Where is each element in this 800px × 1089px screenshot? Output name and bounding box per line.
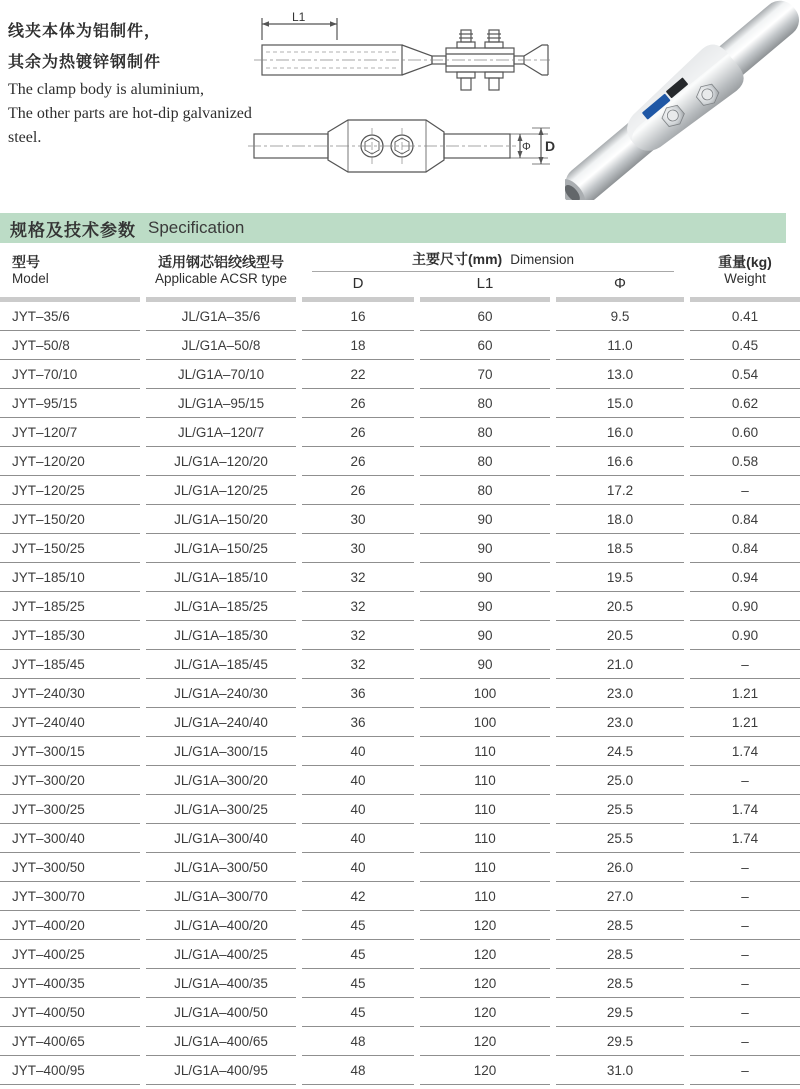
section-title-cn: 规格及技术参数 — [10, 220, 136, 240]
cell-d: 42 — [302, 882, 414, 911]
cell-l1: 120 — [420, 911, 550, 940]
cell-weight: – — [690, 1027, 800, 1056]
cell-acsr: JL/G1A–150/20 — [146, 505, 296, 534]
cell-acsr: JL/G1A–95/15 — [146, 389, 296, 418]
cell-weight: – — [690, 1056, 800, 1085]
cell-d: 36 — [302, 708, 414, 737]
cell-acsr: JL/G1A–240/40 — [146, 708, 296, 737]
table-row — [0, 911, 800, 940]
cell-phi: 11.0 — [556, 331, 684, 360]
cell-phi: 28.5 — [556, 969, 684, 998]
cell-phi: 29.5 — [556, 1027, 684, 1056]
table-row — [0, 447, 800, 476]
cell-weight: 0.41 — [690, 302, 800, 331]
cell-acsr: JL/G1A–400/50 — [146, 998, 296, 1027]
cell-l1: 110 — [420, 824, 550, 853]
cell-d: 32 — [302, 592, 414, 621]
cell-model: JYT–185/45 — [0, 650, 140, 679]
table-row — [0, 1027, 800, 1056]
cell-l1: 80 — [420, 389, 550, 418]
clamp-top-view-drawing — [248, 108, 568, 200]
cell-model: JYT–400/25 — [0, 940, 140, 969]
cell-phi: 18.0 — [556, 505, 684, 534]
cell-acsr: JL/G1A–120/7 — [146, 418, 296, 447]
cell-acsr: JL/G1A–150/25 — [146, 534, 296, 563]
header-dimension-group — [312, 245, 674, 272]
cell-acsr: JL/G1A–300/15 — [146, 737, 296, 766]
cell-model: JYT–70/10 — [0, 360, 140, 389]
cell-weight: – — [690, 911, 800, 940]
cell-phi: 15.0 — [556, 389, 684, 418]
cell-l1: 80 — [420, 476, 550, 505]
cell-phi: 27.0 — [556, 882, 684, 911]
cell-weight: – — [690, 969, 800, 998]
cell-d: 26 — [302, 389, 414, 418]
table-row — [0, 592, 800, 621]
clamp-side-view-drawing — [252, 12, 552, 112]
table-row — [0, 418, 800, 447]
cell-l1: 90 — [420, 592, 550, 621]
cell-weight: – — [690, 998, 800, 1027]
table-row — [0, 853, 800, 882]
cell-model: JYT–185/30 — [0, 621, 140, 650]
cell-phi: 28.5 — [556, 911, 684, 940]
cell-l1: 90 — [420, 534, 550, 563]
cell-d: 26 — [302, 418, 414, 447]
cell-l1: 120 — [420, 940, 550, 969]
cell-phi: 20.5 — [556, 592, 684, 621]
cell-model: JYT–50/8 — [0, 331, 140, 360]
header-model-cn: 型号 — [12, 253, 40, 270]
material-note-en-1: The clamp body is aluminium, — [8, 81, 204, 98]
cell-acsr: JL/G1A–120/20 — [146, 447, 296, 476]
material-note — [8, 16, 278, 150]
cell-phi: 28.5 — [556, 940, 684, 969]
cell-model: JYT–400/20 — [0, 911, 140, 940]
table-row — [0, 621, 800, 650]
cell-model: JYT–120/7 — [0, 418, 140, 447]
header-acsr — [146, 245, 296, 295]
cell-model: JYT–95/15 — [0, 389, 140, 418]
cell-model: JYT–150/20 — [0, 505, 140, 534]
table-rows — [0, 302, 800, 1085]
cell-phi: 25.5 — [556, 795, 684, 824]
header-acsr-cn: 适用钢芯铝绞线型号 — [158, 253, 284, 270]
cell-l1: 90 — [420, 563, 550, 592]
cell-weight: 0.84 — [690, 505, 800, 534]
cell-model: JYT–400/35 — [0, 969, 140, 998]
cell-phi: 17.2 — [556, 476, 684, 505]
cell-weight: 0.94 — [690, 563, 800, 592]
table-row — [0, 302, 800, 331]
table-row — [0, 389, 800, 418]
cell-phi: 20.5 — [556, 621, 684, 650]
cell-l1: 120 — [420, 998, 550, 1027]
cell-model: JYT–300/70 — [0, 882, 140, 911]
header-col-phi: Φ — [614, 275, 626, 292]
cell-d: 40 — [302, 824, 414, 853]
table-row — [0, 505, 800, 534]
cell-acsr: JL/G1A–400/20 — [146, 911, 296, 940]
cell-phi: 29.5 — [556, 998, 684, 1027]
cell-acsr: JL/G1A–240/30 — [146, 679, 296, 708]
cell-model: JYT–120/25 — [0, 476, 140, 505]
cell-d: 32 — [302, 650, 414, 679]
cell-acsr: JL/G1A–300/40 — [146, 824, 296, 853]
cell-d: 32 — [302, 621, 414, 650]
table-row — [0, 331, 800, 360]
header-acsr-en: Applicable ACSR type — [154, 270, 288, 286]
cell-phi: 21.0 — [556, 650, 684, 679]
cell-model: JYT–35/6 — [0, 302, 140, 331]
cell-l1: 100 — [420, 708, 550, 737]
cell-model: JYT–240/30 — [0, 679, 140, 708]
cell-d: 40 — [302, 737, 414, 766]
table-row — [0, 534, 800, 563]
cell-l1: 60 — [420, 331, 550, 360]
cell-phi: 16.6 — [556, 447, 684, 476]
header-dimension-cn: 主要尺寸(mm) — [411, 251, 503, 267]
cell-weight: – — [690, 650, 800, 679]
cell-model: JYT–300/40 — [0, 824, 140, 853]
header-weight — [690, 245, 800, 295]
cell-acsr: JL/G1A–120/25 — [146, 476, 296, 505]
dim-label-phi: Φ — [522, 141, 531, 153]
cell-d: 26 — [302, 447, 414, 476]
table-row — [0, 824, 800, 853]
header-col-l1: L1 — [476, 275, 494, 292]
cell-l1: 110 — [420, 853, 550, 882]
cell-d: 48 — [302, 1027, 414, 1056]
cell-model: JYT–300/50 — [0, 853, 140, 882]
cell-d: 16 — [302, 302, 414, 331]
cell-l1: 60 — [420, 302, 550, 331]
cell-acsr: JL/G1A–400/35 — [146, 969, 296, 998]
cell-weight: – — [690, 476, 800, 505]
cell-acsr: JL/G1A–35/6 — [146, 302, 296, 331]
cell-l1: 90 — [420, 621, 550, 650]
cell-acsr: JL/G1A–300/70 — [146, 882, 296, 911]
cell-model: JYT–185/25 — [0, 592, 140, 621]
table-row — [0, 969, 800, 998]
cell-d: 30 — [302, 505, 414, 534]
cell-d: 30 — [302, 534, 414, 563]
cell-l1: 80 — [420, 447, 550, 476]
table-row — [0, 360, 800, 389]
table-row — [0, 708, 800, 737]
cell-weight: 1.21 — [690, 708, 800, 737]
cell-l1: 80 — [420, 418, 550, 447]
cell-d: 45 — [302, 969, 414, 998]
header-dimension-en: Dimension — [510, 252, 574, 267]
table-row — [0, 476, 800, 505]
cell-weight: 1.21 — [690, 679, 800, 708]
cell-l1: 120 — [420, 1056, 550, 1085]
cell-d: 40 — [302, 766, 414, 795]
table-row — [0, 940, 800, 969]
dim-label-l1: L1 — [292, 12, 306, 24]
cell-d: 40 — [302, 795, 414, 824]
cell-weight: 0.90 — [690, 621, 800, 650]
cell-weight: – — [690, 853, 800, 882]
cell-phi: 9.5 — [556, 302, 684, 331]
cell-weight: 0.62 — [690, 389, 800, 418]
cell-phi: 18.5 — [556, 534, 684, 563]
cell-d: 45 — [302, 940, 414, 969]
cell-acsr: JL/G1A–400/25 — [146, 940, 296, 969]
cell-l1: 90 — [420, 505, 550, 534]
spec-table — [0, 245, 800, 1085]
header-model — [0, 245, 140, 295]
material-note-cn-2: 其余为热镀锌钢制件 — [8, 54, 162, 71]
cell-weight: – — [690, 940, 800, 969]
cell-phi: 19.5 — [556, 563, 684, 592]
cell-d: 45 — [302, 911, 414, 940]
table-row — [0, 795, 800, 824]
cell-model: JYT–400/65 — [0, 1027, 140, 1056]
cell-l1: 120 — [420, 1027, 550, 1056]
header-col-d: D — [352, 275, 364, 292]
cell-model: JYT–120/20 — [0, 447, 140, 476]
cell-phi: 25.5 — [556, 824, 684, 853]
cell-weight: – — [690, 882, 800, 911]
cell-l1: 110 — [420, 882, 550, 911]
cell-acsr: JL/G1A–50/8 — [146, 331, 296, 360]
header-model-en: Model — [12, 270, 49, 286]
header-weight-cn: 重量(kg) — [718, 253, 772, 270]
cell-weight: 0.60 — [690, 418, 800, 447]
cell-model: JYT–240/40 — [0, 708, 140, 737]
cell-l1: 110 — [420, 737, 550, 766]
cell-phi: 23.0 — [556, 708, 684, 737]
product-photo — [565, 0, 800, 200]
cell-phi: 25.0 — [556, 766, 684, 795]
cell-l1: 100 — [420, 679, 550, 708]
cell-phi: 31.0 — [556, 1056, 684, 1085]
cell-d: 26 — [302, 476, 414, 505]
cell-weight: 0.84 — [690, 534, 800, 563]
cell-d: 48 — [302, 1056, 414, 1085]
cell-acsr: JL/G1A–300/50 — [146, 853, 296, 882]
section-header — [0, 213, 786, 243]
cell-d: 18 — [302, 331, 414, 360]
cell-weight: 1.74 — [690, 737, 800, 766]
cell-d: 32 — [302, 563, 414, 592]
cell-weight: 1.74 — [690, 795, 800, 824]
cell-acsr: JL/G1A–185/30 — [146, 621, 296, 650]
cell-phi: 13.0 — [556, 360, 684, 389]
material-note-en-2: The other parts are hot-dip galvanized steel. — [8, 105, 252, 146]
table-row — [0, 679, 800, 708]
cell-acsr: JL/G1A–70/10 — [146, 360, 296, 389]
cell-phi: 24.5 — [556, 737, 684, 766]
cell-acsr: JL/G1A–185/45 — [146, 650, 296, 679]
cell-model: JYT–400/95 — [0, 1056, 140, 1085]
cell-l1: 110 — [420, 766, 550, 795]
table-header — [0, 245, 800, 295]
cell-phi: 23.0 — [556, 679, 684, 708]
material-note-cn-1: 线夹本体为铝制件， — [8, 23, 162, 40]
cell-model: JYT–300/20 — [0, 766, 140, 795]
cell-phi: 26.0 — [556, 853, 684, 882]
cell-weight: 0.45 — [690, 331, 800, 360]
table-row — [0, 650, 800, 679]
cell-weight: 0.54 — [690, 360, 800, 389]
cell-acsr: JL/G1A–185/25 — [146, 592, 296, 621]
cell-weight: 1.74 — [690, 824, 800, 853]
dim-label-d: D — [545, 138, 556, 154]
section-title-en: Specification — [148, 218, 245, 237]
cell-model: JYT–300/15 — [0, 737, 140, 766]
cell-weight: 0.90 — [690, 592, 800, 621]
cell-acsr: JL/G1A–400/65 — [146, 1027, 296, 1056]
cell-d: 36 — [302, 679, 414, 708]
table-row — [0, 882, 800, 911]
table-row — [0, 563, 800, 592]
cell-l1: 120 — [420, 969, 550, 998]
cell-d: 45 — [302, 998, 414, 1027]
cell-d: 22 — [302, 360, 414, 389]
table-row — [0, 737, 800, 766]
cell-model: JYT–150/25 — [0, 534, 140, 563]
cell-weight: – — [690, 766, 800, 795]
table-row — [0, 766, 800, 795]
header-weight-en: Weight — [724, 270, 766, 286]
cell-model: JYT–400/50 — [0, 998, 140, 1027]
cell-weight: 0.58 — [690, 447, 800, 476]
cell-l1: 70 — [420, 360, 550, 389]
table-row — [0, 1056, 800, 1085]
cell-model: JYT–300/25 — [0, 795, 140, 824]
cell-l1: 90 — [420, 650, 550, 679]
cell-model: JYT–185/10 — [0, 563, 140, 592]
cell-l1: 110 — [420, 795, 550, 824]
cell-d: 40 — [302, 853, 414, 882]
cell-acsr: JL/G1A–300/20 — [146, 766, 296, 795]
table-row — [0, 998, 800, 1027]
cell-acsr: JL/G1A–185/10 — [146, 563, 296, 592]
cell-phi: 16.0 — [556, 418, 684, 447]
cell-acsr: JL/G1A–400/95 — [146, 1056, 296, 1085]
cell-acsr: JL/G1A–300/25 — [146, 795, 296, 824]
